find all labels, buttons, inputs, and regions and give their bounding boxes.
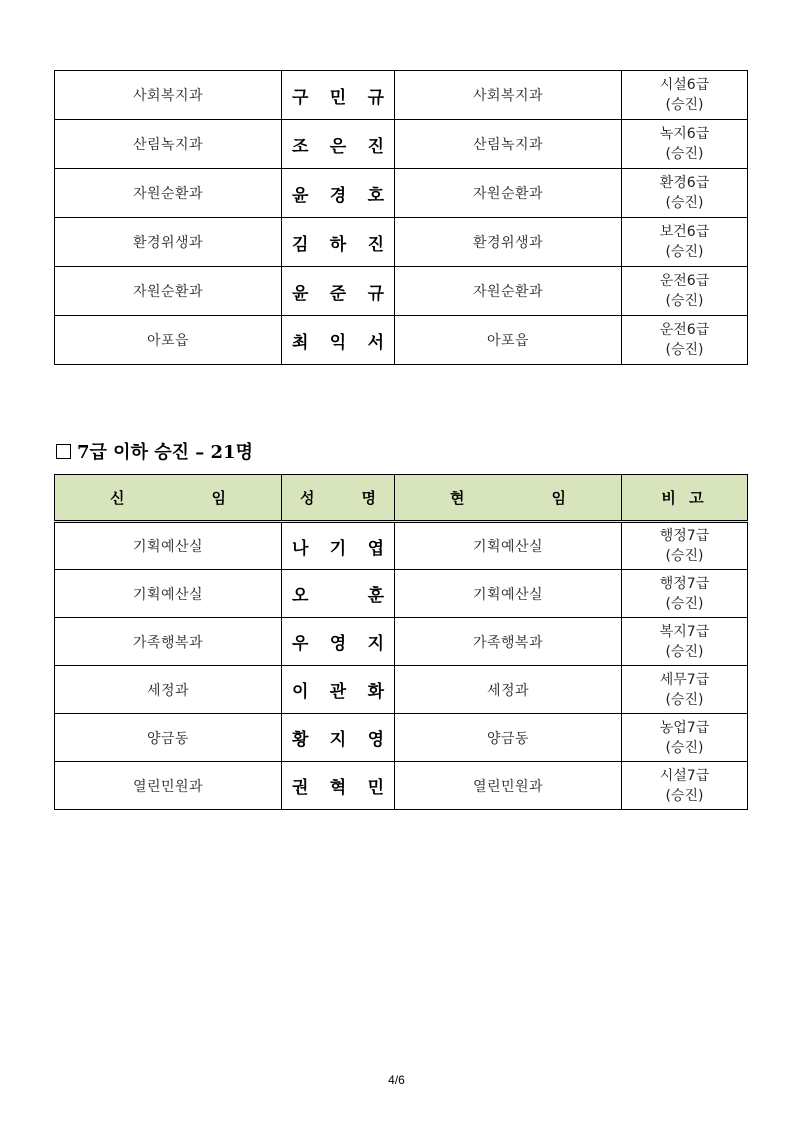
name-char: 익 — [329, 332, 347, 353]
note-cell — [622, 666, 748, 714]
table2-header-row — [55, 475, 748, 522]
name-char: 지 — [329, 730, 347, 750]
section-title-text: 7급 이하 승진 – 21명 — [77, 442, 253, 463]
name-cell — [282, 570, 395, 618]
note-type: (승진) — [665, 293, 704, 309]
new-post-cell: 기획예산실 — [55, 570, 282, 618]
table-row — [55, 570, 748, 618]
header-prev-post-char: 임 — [551, 489, 566, 507]
note-grade: 보건6급 — [659, 224, 710, 240]
note-grade: 행정7급 — [659, 575, 710, 592]
name-char: 민 — [329, 87, 347, 108]
name-char: 엽 — [367, 538, 384, 559]
name-char: 관 — [329, 682, 347, 702]
name-cell — [282, 618, 395, 666]
note-type: (승진) — [665, 691, 704, 708]
promotion-table-6th-grade — [54, 70, 748, 365]
name-char: 하 — [329, 234, 347, 255]
prev-post-cell: 자원순환과 — [395, 169, 622, 218]
prev-post-cell: 산림녹지과 — [395, 120, 622, 169]
table-row — [55, 618, 748, 666]
note-grade: 녹지6급 — [659, 126, 710, 142]
header-note — [622, 475, 748, 522]
prev-post-cell: 세정과 — [395, 666, 622, 714]
new-post-cell: 세정과 — [55, 666, 282, 714]
note-grade: 농업7급 — [659, 719, 710, 736]
table1-body — [55, 71, 748, 365]
name-char: 은 — [329, 136, 347, 157]
name-char: 권 — [292, 778, 309, 798]
note-grade: 운전6급 — [659, 322, 710, 338]
prev-post-cell: 사회복지과 — [395, 71, 622, 120]
header-prev-post — [395, 475, 622, 522]
section-title-7th-grade — [56, 438, 253, 464]
name-char: 호 — [367, 185, 384, 206]
new-post-cell: 기획예산실 — [55, 522, 282, 570]
name-char: 조 — [292, 136, 309, 157]
name-char: 화 — [367, 682, 384, 702]
name-cell — [282, 666, 395, 714]
note-type: (승진) — [665, 97, 704, 113]
name-char: 서 — [367, 332, 384, 353]
note-cell — [622, 316, 748, 365]
promotion-table-7th-grade — [54, 474, 748, 810]
note-grade: 운전6급 — [659, 273, 710, 289]
name-cell — [282, 714, 395, 762]
note-type: (승진) — [665, 548, 704, 564]
name-char: 진 — [367, 136, 384, 157]
prev-post-cell: 기획예산실 — [395, 522, 622, 570]
new-post-cell: 양금동 — [55, 714, 282, 762]
note-type: (승진) — [665, 146, 704, 162]
new-post-cell: 자원순환과 — [55, 267, 282, 316]
note-cell — [622, 570, 748, 618]
note-grade: 시설6급 — [659, 77, 710, 93]
prev-post-cell: 아포읍 — [395, 316, 622, 365]
name-char: 우 — [292, 634, 309, 654]
note-grade: 시설7급 — [659, 767, 710, 784]
table-row — [55, 714, 748, 762]
new-post-cell: 산림녹지과 — [55, 120, 282, 169]
header-name — [282, 475, 395, 522]
note-grade: 복지7급 — [659, 623, 710, 640]
new-post-cell: 가족행복과 — [55, 618, 282, 666]
name-cell — [282, 218, 395, 267]
name-cell — [282, 522, 395, 570]
note-cell — [622, 714, 748, 762]
table-row — [55, 120, 748, 169]
header-new-post — [55, 475, 282, 522]
note-cell — [622, 169, 748, 218]
name-char: 규 — [367, 283, 384, 304]
name-char: 황 — [292, 730, 309, 750]
name-char: 혁 — [329, 778, 347, 798]
new-post-cell: 열린민원과 — [55, 762, 282, 810]
name-char: 구 — [292, 87, 309, 108]
name-char: 영 — [367, 730, 384, 750]
name-char: 최 — [292, 332, 309, 353]
table-row — [55, 267, 748, 316]
table-row — [55, 522, 748, 570]
table-row — [55, 666, 748, 714]
table-row — [55, 169, 748, 218]
name-char: 훈 — [367, 586, 384, 606]
new-post-cell: 아포읍 — [55, 316, 282, 365]
name-char: 경 — [329, 185, 347, 206]
table-row — [55, 71, 748, 120]
header-name-char: 명 — [361, 489, 376, 507]
note-cell — [622, 71, 748, 120]
name-char: 오 — [292, 586, 309, 606]
note-type: (승진) — [665, 739, 704, 756]
name-char: 민 — [367, 778, 384, 798]
name-cell — [282, 71, 395, 120]
note-cell — [622, 218, 748, 267]
prev-post-cell: 양금동 — [395, 714, 622, 762]
name-char: 진 — [367, 234, 384, 255]
new-post-cell: 환경위생과 — [55, 218, 282, 267]
note-type: (승진) — [665, 244, 704, 260]
name-cell — [282, 316, 395, 365]
note-cell — [622, 762, 748, 810]
name-cell — [282, 169, 395, 218]
prev-post-cell: 환경위생과 — [395, 218, 622, 267]
note-grade: 세무7급 — [659, 671, 710, 688]
name-char: 지 — [367, 634, 384, 654]
prev-post-cell: 자원순환과 — [395, 267, 622, 316]
new-post-cell: 자원순환과 — [55, 169, 282, 218]
note-cell — [622, 618, 748, 666]
name-char: 윤 — [292, 185, 309, 206]
note-cell — [622, 120, 748, 169]
note-grade: 환경6급 — [659, 175, 710, 191]
table2-body — [55, 522, 748, 810]
name-char: 윤 — [292, 283, 309, 304]
header-prev-post-char: 현 — [450, 489, 465, 507]
prev-post-cell: 기획예산실 — [395, 570, 622, 618]
name-char: 나 — [292, 538, 309, 559]
name-char: 규 — [367, 87, 384, 108]
note-type: (승진) — [665, 195, 704, 211]
header-new-post-char: 임 — [211, 489, 226, 507]
table-row — [55, 762, 748, 810]
name-cell — [282, 120, 395, 169]
name-char: 준 — [329, 283, 347, 304]
note-type: (승진) — [665, 643, 704, 660]
header-new-post-char: 신 — [110, 489, 125, 507]
note-type: (승진) — [665, 342, 704, 358]
note-cell — [622, 522, 748, 570]
checkbox-square-icon — [56, 444, 71, 459]
name-cell — [282, 762, 395, 810]
note-grade: 행정7급 — [659, 528, 710, 544]
table-row — [55, 218, 748, 267]
name-cell — [282, 267, 395, 316]
prev-post-cell: 열린민원과 — [395, 762, 622, 810]
name-char: 영 — [329, 634, 347, 654]
name-char: 이 — [292, 682, 309, 702]
note-cell — [622, 267, 748, 316]
name-char: 김 — [292, 234, 309, 255]
name-char: 기 — [329, 538, 347, 559]
new-post-cell: 사회복지과 — [55, 71, 282, 120]
note-type: (승진) — [665, 787, 704, 804]
prev-post-cell: 가족행복과 — [395, 618, 622, 666]
page-number: 4/6 — [388, 1073, 405, 1087]
header-note-text: 비 고 — [661, 489, 708, 507]
note-type: (승진) — [665, 595, 704, 612]
table-row — [55, 316, 748, 365]
header-name-char: 성 — [300, 489, 315, 507]
